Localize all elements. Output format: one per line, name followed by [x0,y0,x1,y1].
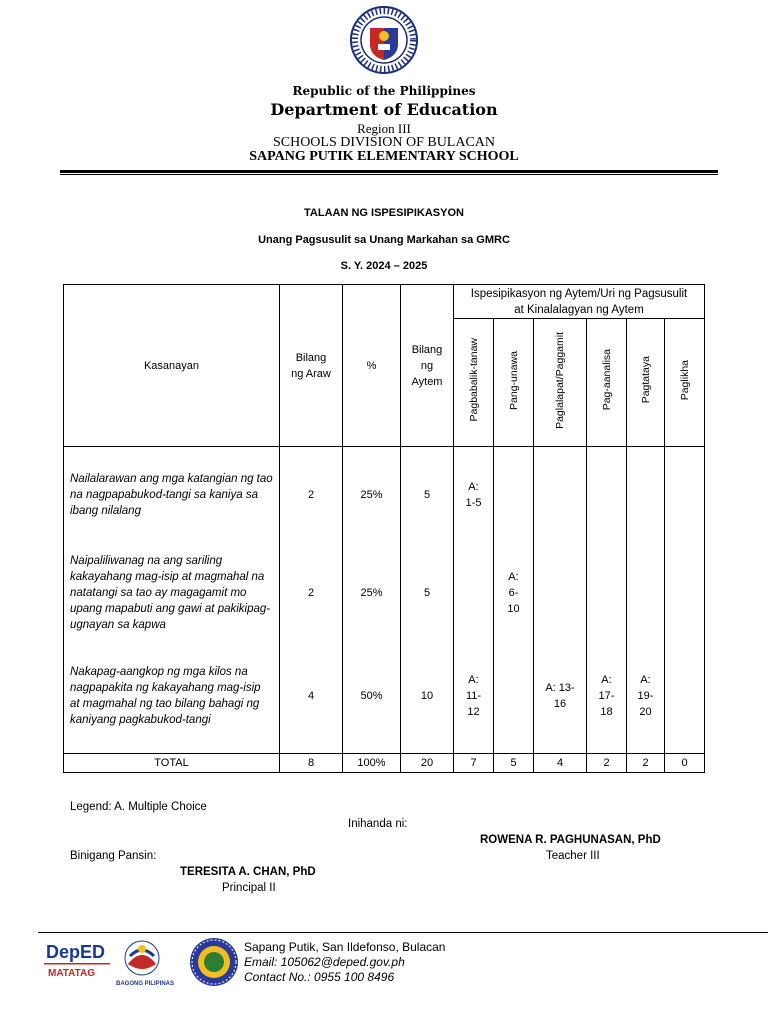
table-row [64,459,705,531]
item-cell: A: 13-16 [534,655,587,737]
item-cell [627,545,665,641]
total-label: TOTAL [64,754,280,773]
division-line: SCHOOLS DIVISION OF BULACAN [272,135,496,150]
noter-name: TERESITA A. CHAN, PhD [180,866,316,878]
school-name: SAPANG PUTIK ELEMENTARY SCHOOL [249,149,519,164]
header-type-label: Pang-unawa [507,350,520,410]
footer-divider [38,932,768,933]
preparer-name: ROWENA R. PAGHUNASAN, PhD [480,834,661,846]
percent-cell: 25% [343,459,401,531]
total-cell: 0 [665,754,705,773]
item-cell [534,545,587,641]
deped-matatag-logo [44,942,110,979]
percent-cell: 50% [343,655,401,737]
item-cell: A: 1-5 [454,459,494,531]
header-type [627,319,665,447]
competency-cell: Nailalarawan ang mga katangian ng tao na nagpapabukod-tangi sa kaniya sa ibang nilalang [64,459,280,531]
header-type-label: Pagbabalik-tanaw [467,338,480,422]
header-type [665,319,705,447]
item-cell [627,459,665,531]
bagong-pilipinas-logo [116,941,174,987]
araw-cell: 4 [280,655,343,737]
document-subtitle: Unang Pagsusulit sa Unang Markahan sa GMRC [258,234,510,246]
preparer-title: Teacher III [546,850,600,862]
region-line: Region III [357,121,411,136]
header-type [587,319,627,447]
table-row [64,545,705,641]
header-type-label: Paglalapat/Paggamit [554,331,566,429]
header-type [534,319,587,447]
header-ispesipikasyon: Ispesipikasyon ng Aytem/Uri ng Pagsusulit at Kinalalagyan ng Aytem [454,285,705,319]
noted-by-label: Binigang Pansin: [70,850,157,862]
item-cell [454,545,494,641]
prepared-by-label: Inihanda ni: [348,818,408,830]
total-cell: 5 [494,754,534,773]
school-contact-number: Contact No.: 0955 100 8496 [244,970,395,984]
total-cell: 4 [534,754,587,773]
araw-cell: 2 [280,545,343,641]
item-cell [587,459,627,531]
noter-title: Principal II [222,882,276,894]
svg-text:BAGONG PILIPINAS: BAGONG PILIPINAS [116,981,175,987]
header-bilang-araw: Bilang ng Araw [280,285,343,447]
competency-cell: Nakapag-aangkop ng mga kilos na nagpapakita ng kakayahang mag-isip at magmahal ng tao bilang bahagi ng kaniyang pagkabukod-tangi [64,655,280,737]
aytem-cell: 5 [401,459,454,531]
school-address: Sapang Putik, San Ildefonso, Bulacan [244,940,446,954]
school-seal-logo [190,938,238,986]
contact-block [244,940,445,985]
aytem-cell: 10 [401,655,454,737]
item-cell [665,459,705,531]
deped-seal-logo [350,6,418,74]
item-cell [534,459,587,531]
school-year: S. Y. 2024 – 2025 [340,260,428,272]
header-type-label: Pagtataya [639,356,652,404]
item-cell [665,545,705,641]
svg-text:MATATAG: MATATAG [48,968,96,979]
svg-text:DepED: DepED [46,942,106,962]
header-percent: % [343,285,401,447]
percent-cell: 25% [343,545,401,641]
item-cell [494,459,534,531]
specification-table [63,284,705,773]
competency-cell: Naipaliliwanag na ang sariling kakayahang mag-isip at magmahal na natatangi sa tao ay magagamit mo upang mapabuti ang gawi at pakikipag-ugnayan sa kapwa [64,545,280,641]
header-type-label: Pag-aanalisa [600,349,613,411]
total-araw: 8 [280,754,343,773]
header-bilang-aytem: Bilang ng Aytem [401,285,454,447]
header-kasanayan: Kasanayan [64,285,280,447]
araw-cell: 2 [280,459,343,531]
total-cell: 2 [627,754,665,773]
item-cell: A: 6-10 [494,545,534,641]
header-type [454,319,494,447]
header-type [494,319,534,447]
item-cell: A: 17-18 [587,655,627,737]
item-cell: A: 11-12 [454,655,494,737]
item-cell [587,545,627,641]
total-row [64,754,705,773]
item-cell [494,655,534,737]
footer-logos [44,936,244,988]
total-cell: 2 [587,754,627,773]
item-cell: A: 19-20 [627,655,665,737]
school-email: Email: 105062@deped.gov.ph [244,955,405,969]
legend: Legend: A. Multiple Choice [70,801,207,813]
aytem-cell: 5 [401,545,454,641]
header-type-label: Paglikha [678,359,691,401]
table-row [64,655,705,737]
total-percent: 100% [343,754,401,773]
header-divider [60,170,718,175]
department-line: Department of Education [270,100,498,119]
document-title: TALAAN NG ISPESIPIKASYON [304,207,464,219]
republic-line: Republic of the Philippines [292,84,476,98]
item-cell [665,655,705,737]
total-cell: 7 [454,754,494,773]
total-aytem: 20 [401,754,454,773]
